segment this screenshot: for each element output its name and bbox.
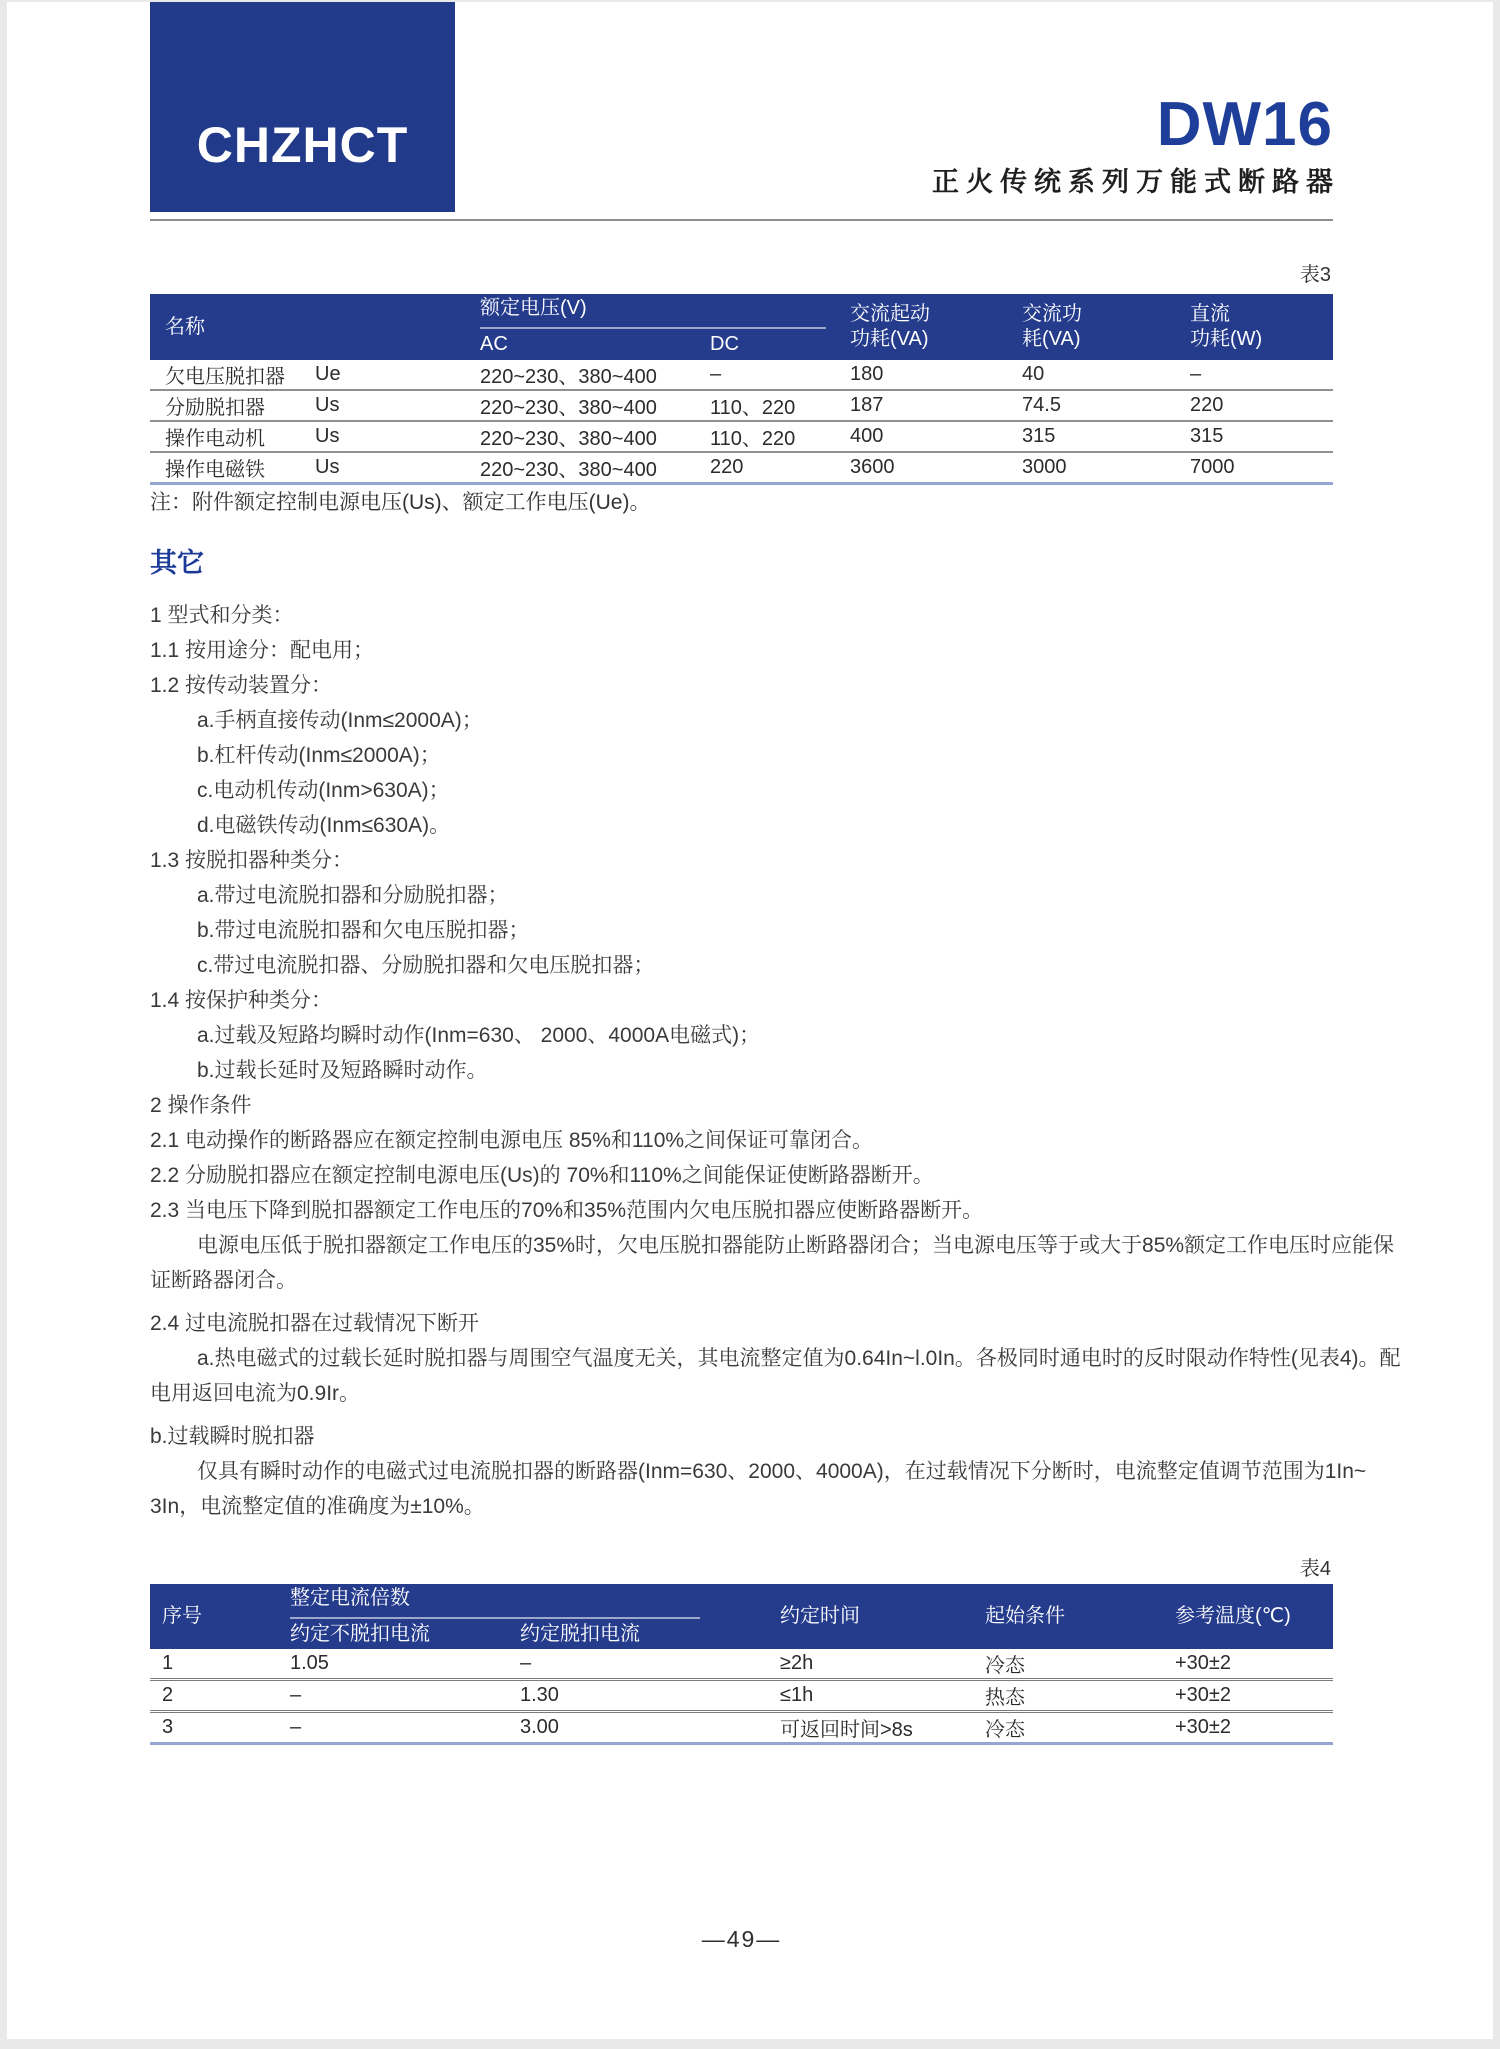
cell-start: 冷态 <box>960 1712 1150 1744</box>
cell-serial: 1 <box>162 1652 174 1674</box>
body-line: a.带过电流脱扣器和分励脱扣器； <box>197 884 509 907</box>
section-heading: 其它 <box>150 548 204 578</box>
cell-non-trip: 1.05 <box>290 1652 329 1674</box>
section-body <box>150 598 1401 1524</box>
cell-dc-power: 7000 <box>1180 452 1333 484</box>
cell-ac-power: 74.5 <box>1012 390 1180 421</box>
cell-dc-power: 220 <box>1180 390 1333 421</box>
page-number: —49— <box>701 1926 782 1952</box>
body-line: 电用返回电流为0.9Ir。 <box>150 1382 361 1405</box>
col-trip-current: 约定脱扣电流 <box>495 1619 755 1649</box>
cell-ac-start: 180 <box>850 363 884 385</box>
table4-header-row-1 <box>150 1584 1333 1619</box>
body-line: b.杠杆传动(Inm≤2000A)； <box>197 744 441 767</box>
cell-ac-start: 3600 <box>840 452 1012 484</box>
cell-temp: +30±2 <box>1150 1712 1333 1744</box>
cell-name: 分励脱扣器 <box>150 390 305 421</box>
cell-ac-start: 400 <box>840 421 1012 452</box>
cell-non-trip: – <box>265 1712 495 1744</box>
table4-label: 表4 <box>1299 1558 1331 1580</box>
cell-ac: 220~230、380~400 <box>480 366 657 388</box>
table-row <box>150 1680 1333 1712</box>
body-line: c.电动机传动(Inm>630A)； <box>197 779 450 802</box>
cell-temp: +30±2 <box>1150 1680 1333 1712</box>
cell-start: 冷态 <box>985 1655 1025 1677</box>
col-agreed-time: 约定时间 <box>755 1584 960 1649</box>
body-line: 电源电压低于脱扣器额定工作电压的35%时，欠电压脱扣器能防止断路器闭合；当电源电压等于或大于85%额定工作电压时应能保 <box>197 1234 1395 1257</box>
table3-label: 表3 <box>1299 264 1331 286</box>
cell-start: 热态 <box>960 1680 1150 1712</box>
col-ac-power: 交流功 耗(VA) <box>1012 294 1180 360</box>
table-row <box>150 421 1333 452</box>
cell-dc-power: – <box>1190 363 1202 385</box>
cell-ac-power: 40 <box>1022 363 1045 385</box>
cell-dc: 110、220 <box>700 390 840 421</box>
cell-symbol: Us <box>305 421 470 452</box>
cell-temp: +30±2 <box>1175 1652 1232 1674</box>
cell-ac: 220~230、380~400 <box>470 421 700 452</box>
cell-symbol: Us <box>305 390 470 421</box>
body-line: b.带过电流脱扣器和欠电压脱扣器； <box>197 919 530 942</box>
col-dc: DC <box>700 329 840 360</box>
col-non-trip-current: 约定不脱扣电流 <box>265 1619 495 1649</box>
cell-time: 可返回时间>8s <box>755 1712 960 1744</box>
cell-ac-power: 315 <box>1012 421 1180 452</box>
cell-ac: 220~230、380~400 <box>470 452 700 484</box>
col-name: 名称 <box>150 294 470 360</box>
cell-non-trip: – <box>265 1680 495 1712</box>
col-start-condition: 起始条件 <box>960 1584 1150 1649</box>
col-ac-start-power: 交流起动 功耗(VA) <box>840 294 1012 360</box>
body-line: a.手柄直接传动(Inm≤2000A)； <box>197 709 483 732</box>
cell-ac-start: 187 <box>840 390 1012 421</box>
body-line: 2.4 过电流脱扣器在过载情况下断开 <box>150 1312 480 1335</box>
body-line: 1.4 按保护种类分： <box>150 989 333 1012</box>
document-page <box>7 2 1493 2039</box>
attachment-power-table <box>150 294 1333 485</box>
cell-dc: 220 <box>700 452 840 484</box>
table-row <box>150 1649 1333 1680</box>
body-line: b.过载瞬时脱扣器 <box>150 1425 315 1448</box>
cell-symbol: Us <box>305 452 470 484</box>
body-line: 3In，电流整定值的准确度为±10%。 <box>150 1495 485 1518</box>
cell-dc-power: 315 <box>1180 421 1333 452</box>
cell-name: 操作电动机 <box>150 421 305 452</box>
body-line: 2 操作条件 <box>150 1094 252 1117</box>
cell-trip: 1.30 <box>495 1680 755 1712</box>
body-line: 2.3 当电压下降到脱扣器额定工作电压的70%和35%范围内欠电压脱扣器应使断路器断开。 <box>150 1199 984 1222</box>
body-line: 仅具有瞬时动作的电磁式过电流脱扣器的断路器(Inm=630、2000、4000A)，在过载情况下分断时，电流整定值调节范围为1In~ <box>197 1460 1367 1483</box>
product-title: DW16 <box>1156 90 1333 159</box>
cell-time: ≤1h <box>755 1680 960 1712</box>
cell-dc: 110、220 <box>700 421 840 452</box>
col-dc-power: 直流 功耗(W) <box>1180 294 1333 360</box>
cell-ac-power: 3000 <box>1012 452 1180 484</box>
col-ac: AC <box>470 329 700 360</box>
col-current-multiple: 整定电流倍数 <box>265 1584 755 1619</box>
table-row <box>150 1712 1333 1744</box>
body-line: b.过载长延时及短路瞬时动作。 <box>197 1059 488 1082</box>
body-line: 证断路器闭合。 <box>150 1269 297 1292</box>
col-rated-voltage: 额定电压(V) <box>470 294 840 329</box>
table-row <box>150 390 1333 421</box>
body-line: d.电磁铁传动(Inm≤630A)。 <box>197 814 451 837</box>
cell-serial: 3 <box>150 1712 265 1744</box>
body-line: 1.2 按传动装置分： <box>150 674 333 697</box>
body-line: 2.2 分励脱扣器应在额定控制电源电压(Us)的 70%和110%之间能保证使断路器断开。 <box>150 1164 934 1187</box>
table3-note: 注：附件额定控制电源电压(Us)、额定工作电压(Ue)。 <box>150 491 651 514</box>
header-right <box>932 90 1340 198</box>
series-subtitle: 正火传统系列万能式断路器 <box>932 167 1340 197</box>
body-line: a.过载及短路均瞬时动作(Inm=630、 2000、4000A电磁式)； <box>197 1024 761 1047</box>
cell-trip: – <box>520 1652 532 1674</box>
body-line: 2.1 电动操作的断路器应在额定控制电源电压 85%和110%之间保证可靠闭合。 <box>150 1129 874 1152</box>
table3-header-row-1 <box>150 294 1333 329</box>
cell-name: 操作电磁铁 <box>150 452 305 484</box>
table-row <box>150 452 1333 484</box>
body-line: 1.1 按用途分：配电用； <box>150 639 375 662</box>
table-row <box>150 360 1333 390</box>
body-line: a.热电磁式的过载长延时脱扣器与周围空气温度无关，其电流整定值为0.64In~l.0In。各极同时通电时的反时限动作特性(见表4)。配 <box>197 1347 1401 1370</box>
company-logo <box>150 2 455 212</box>
body-line: 1 型式和分类： <box>150 604 294 627</box>
cell-time: ≥2h <box>780 1652 814 1674</box>
header-divider <box>150 219 1333 221</box>
logo-text: CHZHCT <box>196 117 409 173</box>
cell-dc: – <box>710 363 722 385</box>
body-line: c.带过电流脱扣器、分励脱扣器和欠电压脱扣器； <box>197 954 655 977</box>
cell-symbol: Ue <box>315 363 341 385</box>
page-content <box>150 2 1401 2039</box>
cell-ac: 220~230、380~400 <box>470 390 700 421</box>
trip-characteristic-table <box>150 1584 1333 1745</box>
cell-trip: 3.00 <box>495 1712 755 1744</box>
body-line: 1.3 按脱扣器种类分： <box>150 849 354 872</box>
cell-name: 欠电压脱扣器 <box>165 366 285 388</box>
col-ref-temperature: 参考温度(℃) <box>1150 1584 1333 1649</box>
col-serial: 序号 <box>150 1584 265 1649</box>
cell-serial: 2 <box>150 1680 265 1712</box>
